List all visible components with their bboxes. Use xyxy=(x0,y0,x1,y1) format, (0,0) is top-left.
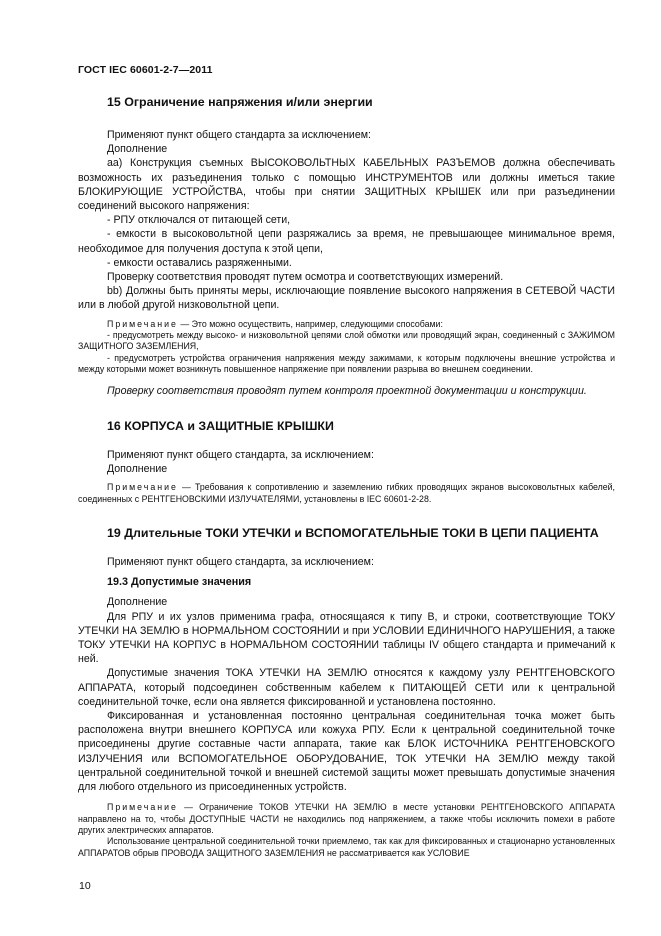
subsection-19-3-title: 19.3 Допустимые значения xyxy=(107,576,252,589)
section-19-title: 19 Длительные ТОКИ УТЕЧКИ и ВСПОМОГАТЕЛЬНЫЕ ТОКИ В ЦЕПИ ПАЦИЕНТА xyxy=(107,526,599,541)
s15-paragraph-2: Дополнение xyxy=(107,143,168,156)
s19-paragraph-1: Применяют пункт общего стандарта, за исключением: xyxy=(107,556,374,569)
section-15-title: 15 Ограничение напряжения и/или энергии xyxy=(107,95,373,109)
document-header: ГОСТ IEC 60601-2-7—2011 xyxy=(78,64,213,76)
page-number: 10 xyxy=(79,880,91,892)
note-label: Примечание xyxy=(107,802,178,813)
note-text: — Требования к сопротивлению и заземлению гибких проводящих экранов высоковольтных кабелей, соединенных с РЕНТГЕНОВСКИМИ ИЗЛУЧАТЕЛЯМИ, установлены в IEC 60601-2-28. xyxy=(78,482,615,504)
s15-paragraph-6: - емкости оставались разряженными. xyxy=(107,256,292,269)
s15-paragraph-1: Применяют пункт общего стандарта за исключением: xyxy=(107,129,371,141)
s19-paragraph-4: Допустимые значения ТОКА УТЕЧКИ НА ЗЕМЛЮ относятся к каждому узлу РЕНТГЕНОВСКОГО АППАРАТА, который подсоединен собственным кабелем к ПИТАЮЩЕЙ СЕТИ или к центральной соединительной точке, если она является фиксированной и установлена постоянно. xyxy=(78,667,615,708)
s15-note-2: - предусмотреть между высоко- и низковольтной цепями слой обмотки или проводящий экран, соединенный с ЗАЖИМОМ ЗАЩИТНОГО ЗАЗЕМЛЕНИЯ, xyxy=(78,330,615,352)
s16-paragraph-2: Дополнение xyxy=(107,463,168,476)
s15-note-3: - предусмотреть устройства ограничения напряжения между зажимами, к которым подключены внешние устройства и между которыми может возникнуть повышенное напряжение при появлении разрыва во внешнем соединении. xyxy=(78,352,615,375)
s19-paragraph-5: Фиксированная и установленная постоянно центральная соединительная точка может быть расположена внутри внешнего КОРПУСА или кожуха РПУ. Если к центральной соединительной точке присоединены другие составные части аппарата, такие как БЛОК ИСТОЧНИКА РЕНТГЕНОВСКОГО ИЗЛУЧЕНИЯ или ВСПОМОГАТЕЛЬНОЕ ОБОРУДОВАНИЕ, ТОК УТЕЧКИ НА ЗЕМЛЮ между такой центральной соединительной точкой и внешней системой защиты может превышать допустимые значения для любого отдельного из присоединенных устройств. xyxy=(78,709,615,793)
s19-paragraph-2: Дополнение xyxy=(107,596,168,609)
s16-note-1 xyxy=(78,482,615,505)
note-label: Примечание xyxy=(107,482,178,493)
s15-paragraph-5: - емкости в высоковольтной цепи разряжались за время, не превышающее минимальное время, необходимое для получения доступа к этой цепи, xyxy=(78,228,615,255)
s19-note-2: Использование центральной соединительной точки приемлемо, так как для фиксированных и стационарно установленных АППАРАТОВ обрыв ПРОВОДА ЗАЩИТНОГО ЗАЗЕМЛЕНИЯ не рассматривается как УСЛОВИЕ xyxy=(78,836,615,858)
note-label: Примечание xyxy=(107,318,178,329)
note-text: — Это можно осуществить, например, следующими способами: xyxy=(177,318,443,329)
section-16-title: 16 КОРПУСА и ЗАЩИТНЫЕ КРЫШКИ xyxy=(107,418,334,433)
page-content xyxy=(78,94,615,859)
s15-paragraph-3: аа) Конструкция съемных ВЫСОКОВОЛЬТНЫХ КАБЕЛЬНЫХ РАЗЪЕМОВ должна обеспечивать возможность их разъединения только с помощью ИНСТРУМЕНТОВ или должны иметься такие БЛОКИРУЮЩИЕ УСТРОЙСТВА, чтобы при снятии ЗАЩИТНЫХ КРЫШЕК или при разъединении соединений высокого напряжения: xyxy=(78,157,615,213)
s19-note-1 xyxy=(78,802,615,836)
s15-paragraph-8: bb) Должны быть приняты меры, исключающие появление высокого напряжения в СЕТЕВОЙ ЧАСТИ или в любой другой низковольтной цепи. xyxy=(78,285,615,312)
s15-paragraph-4: - РПУ отключался от питающей сети, xyxy=(107,214,291,227)
s16-paragraph-1: Применяют пункт общего стандарта, за исключением: xyxy=(107,448,374,461)
note-text: — Ограничение ТОКОВ УТЕЧКИ НА ЗЕМЛЮ в месте установки РЕНТГЕНОВСКОГО АППАРАТА направлено на то, чтобы ДОСТУПНЫЕ ЧАСТИ не находились под напряжением, а также чтобы исключить помехи в работе других электрических аппаратов. xyxy=(78,802,615,835)
s15-paragraph-7: Проверку соответствия проводят путем осмотра и соответствующих измерений. xyxy=(107,271,504,284)
s19-paragraph-3: Для РПУ и их узлов применима графа, относящаяся к типу В, и строки, соответствующие ТОКУ УТЕЧКИ НА ЗЕМЛЮ в НОРМАЛЬНОМ СОСТОЯНИИ и при УСЛОВИИ ЕДИНИЧНОГО НАРУШЕНИЯ, а также ТОКУ УТЕЧКИ НА КОРПУС в НОРМАЛЬНОМ СОСТОЯНИИ таблицы IV общего стандарта и примечаний к ней. xyxy=(78,610,615,666)
s15-note-1 xyxy=(78,319,615,330)
s15-check: Проверку соответствия проводят путем контроля проектной документации и конструкции. xyxy=(107,384,587,397)
